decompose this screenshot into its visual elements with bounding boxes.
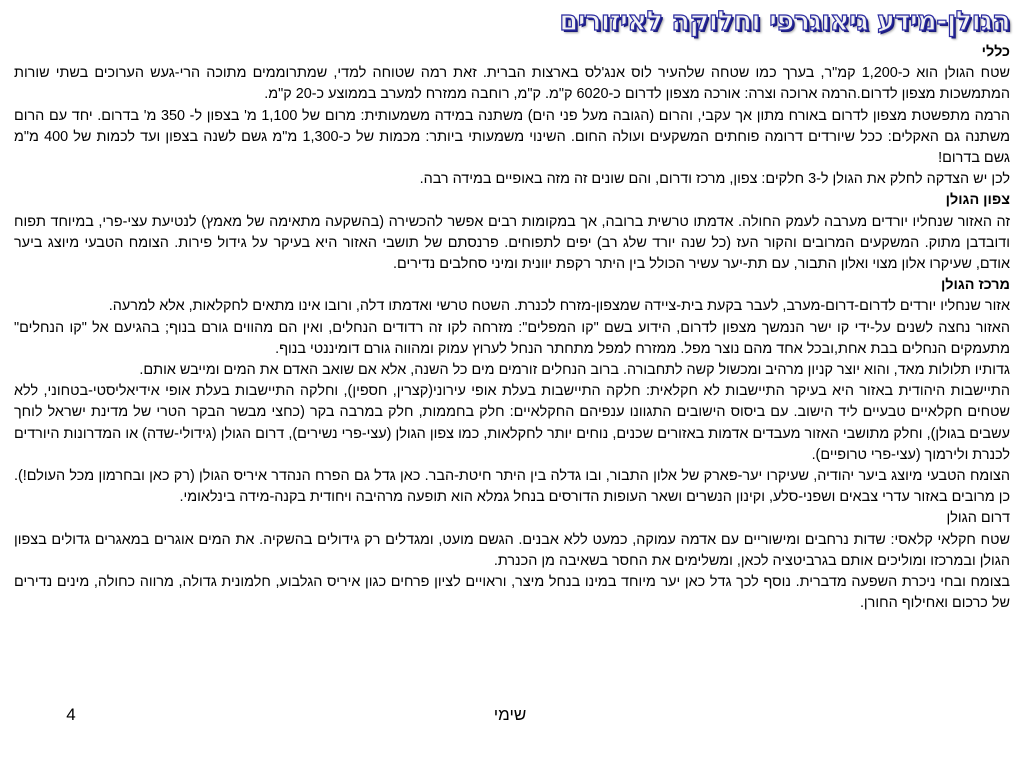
paragraph-center-1: אזור שנחליו יורדים לדרום-דרום-מערב, לעבר בקעת בית-ציידה שמצפון-מזרח לכנרת. השטח טרשי ואדמתו דלה, ורובו אינו מתאים לחקלאות, אלא למרעה.: [108, 298, 1010, 315]
section-heading-south: דרום הגולן: [946, 510, 1010, 527]
section-heading-center: מרכז הגולן: [940, 277, 1010, 294]
paragraph-center-5: הצומח הטבעי מיוצג ביער יהודיה, שעיקרו יער-פארק של אלון התבור, ובו גדלה בין היתר חיטת-הבר. כאן גדל גם הפרח הנהדר איריס הגולן (רק כאן ובחרמון מכל העולם!). כן מרובים באזור עדרי צבאים ושפני-סלע, וקינון הנשרים ושאר העופות הדורסים בנחל גמלא הוא תופעה מרהיבה ויחודית בקנה-מידה בינלאומי.: [14, 468, 1010, 506]
section-heading-north: צפון הגולן: [945, 192, 1010, 209]
page-title: הגולן-מידע גיאוגרפי וחלוקה לאיזורים: [559, 6, 1010, 37]
paragraph-center-4: התיישבות היהודית באזור היא בעיקר התיישבות לא חקלאית: חלקה התיישבות בעלת אופי עירוני(קצרין, חספין), וחלקה התיישבות בעלת אופי אידיאליסטי-בטחוני, ללא שטחים חקלאיים טבעיים ליד הישוב. עם ביסוס הישובים התגוונו ענפיהם החקלאיים: חלק בחממות, חלק במרבה בקר (כחצי מבשר הבקר הטרי של מדינת ישראל לוחך עשבים בגולן), וחלק מתושבי האזור מעבדים אדמות באזורים שכנים, נוחים יותר לחקלאות, כמו צפון הגולן (עצי-פרי נשירים), דרום הגולן (גידולי-שדה) או המדרונות היורדים לכנרת ולירמוך (עצי-פרי טרופיים).: [14, 383, 1010, 463]
paragraph-center-2: האזור נחצה לשנים על-ידי קו ישר הנמשך מצפון לדרום, הידוע בשם "קו המפלים": מזרחה לקו זה רדודים הנחלים, ואין הם מהווים גורם בנוף; בהגיעם אל "קו הנחלים" מתעמקים הנחלים בבת אחת,ובכל אחד מהם נוצר מפל. ממזרח למפל מתחתר הנחל לערוץ עמוק ומהווה גורם דומיננטי בנוף.: [14, 319, 1010, 357]
document-body: [14, 42, 1010, 614]
paragraph-north-1: זה האזור שנחליו יורדים מערבה לעמק החולה. אדמתו טרשית ברובה, אך במקומות רבים אפשר להכשירה (בהשקעה מתאימה של מאמץ) לנטיעת עצי-פרי, במיוחד תפוח ודובדבן מתוק. המשקעים המרובים והקור העז (כל שנה יורד שלג רב) יפים לתפוחים. פרנסתם של תושבי האזור היא בעיקר על גידול פירות. הצומח הטבעי מיוצג ביער אודם, שעיקרו אלון מצוי ואלון התבור, עם תת-יער עשיר הכולל בין היתר רקפת יוונית ומיני סחלבים נדירים.: [14, 213, 1010, 273]
paragraph-general-3: לכן יש הצדקה לחלק את הגולן ל-3 חלקים: צפון, מרכז ודרום, והם שונים זה מזה באופיים במידה רבה.: [419, 171, 1010, 188]
section-heading-general: כללי: [981, 44, 1010, 60]
paragraph-general-2: הרמה מתפשטת מצפון לדרום באורח מתון אך עקבי, והרום (הגובה מעל פני הים) משתנה במידה משמעותית: מרום של 1,100 מ' בצפון ל- 350 מ' בדרום. יחד עם הרום משתנה גם האקלים: ככל שיורדים דרומה פוחתים המשקעים ועולה החום. השינוי משמעותי ביותר: מכמות של כ-1,300 מ"מ גשם לשנה בצפון ועד לכמות של 400 מ"מ גשם בדרום!: [14, 107, 1010, 167]
page-number: 4: [66, 705, 76, 724]
paragraph-south-1: שטח חקלאי קלאסי: שדות נרחבים ומישוריים עם אדמה עמוקה, כמעט ללא אבנים. הגשם מועט, ומגדלים רק גידולים בהשקיה. את המים אוגרים במאגרים גדולים בצפון הגולן ובמרכזו ומוליכים אותם בגרביטציה לכאן, ומשלימים את החסר בשאיבה מן הכנרת.: [14, 531, 1010, 569]
paragraph-general-1: שטח הגולן הוא כ-1,200 קמ"ר, בערך כמו שטחה שלהעיר לוס אנג'לס בארצות הברית. זאת רמה שטוחה למדי, שמתרוממים מתוכה הרי-געש הערוכים בשתי שורות המתמשכות מצפון לדרום.הרמה ארוכה וצרה: אורכה מצפון לדרום כ-6020 ק"מ. ק"מ, רוחבה ממזרח למערב בממוצע כ-20 ק"מ.: [14, 65, 1010, 103]
footer-author: שימי: [493, 705, 527, 724]
paragraph-center-3: גדותיו תלולות מאד, והוא יוצר קניון מרהיב ומכשול קשה לתחבורה. ברוב הנחלים זורמים מים כל השנה, אלא אם שואב האדם את המים ומייבש אותם.: [139, 362, 1010, 379]
paragraph-south-2: בצומח ובחי ניכרת השפעה מדברית. נוסף לכך גדל כאן יער מיוחד במינו בנחל מיצר, וראויים לציון פרחים כגון איריס הגלבוע, חלמונית גדולה, מרווה כחולה, מינים נדירים של כרכום ואחילוף החורן.: [14, 574, 1010, 612]
